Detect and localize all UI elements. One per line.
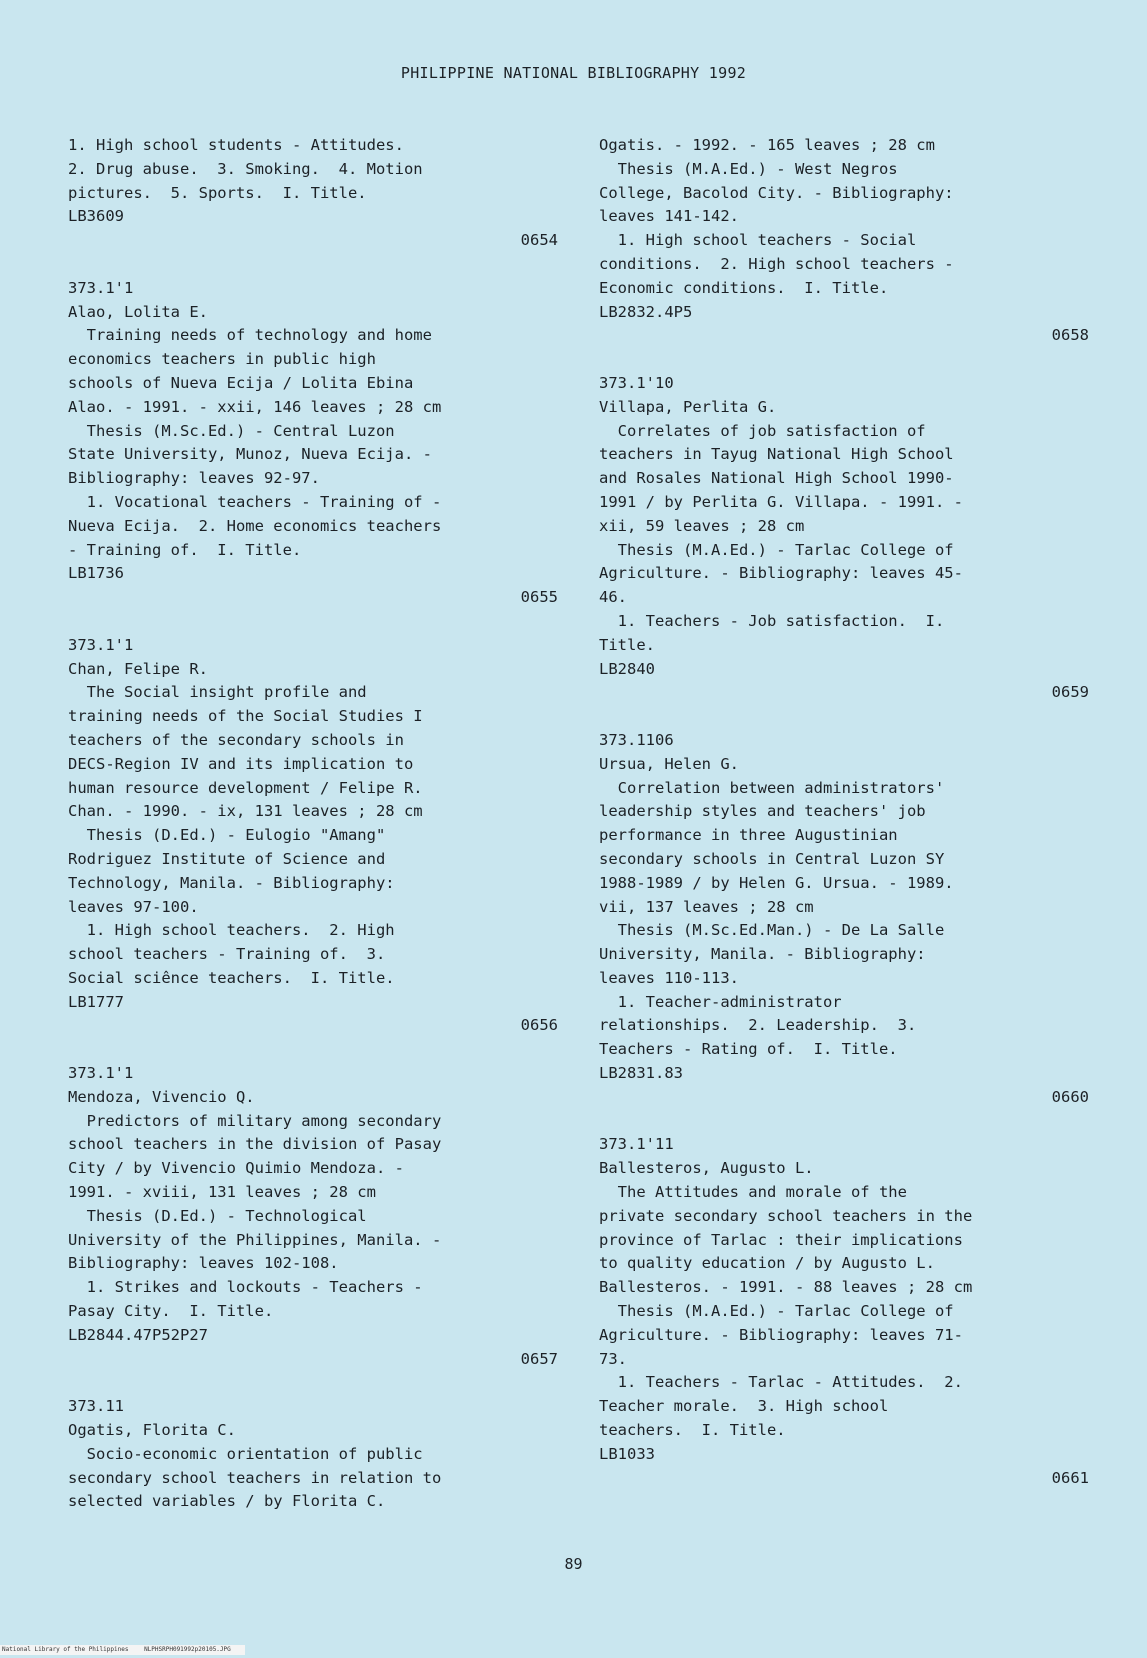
entry-line: Alao, Lolita E. [68,302,208,321]
entry-line: conditions. 2. High school teachers - [599,254,954,273]
entry-line: economics teachers in public high [68,350,376,369]
entry-line: pictures. 5. Sports. I. Title. [68,183,367,202]
entry-spacer [68,610,558,634]
right-column [599,134,1089,1490]
entry-line: 1. Teachers - Job satisfaction. I. [599,611,945,630]
entry-line: Bibliography: leaves 92-97. [68,469,320,488]
entry-spacer [599,348,1089,372]
entry-line: Teacher morale. 3. High school [599,1397,889,1416]
entry-line: 1. High school teachers. 2. High [68,921,395,940]
entry-line: State University, Munoz, Nueva Ecija. - [68,445,432,464]
entry-line: LB2831.83 [599,1064,683,1083]
entry-number: 0657 [520,1349,558,1368]
entry-line: human resource development / Felipe R. [68,778,423,797]
entry-line: teachers. I. Title. [599,1421,786,1440]
page-header [0,64,1147,82]
entry-line: Thesis (M.Sc.Ed.) - Central Luzon [68,421,395,440]
entry-number: 0660 [1051,1087,1089,1106]
entry-line: leaves 141-142. [599,207,739,226]
entry-line: LB1033 [599,1444,655,1463]
entry-number: 0654 [520,231,558,250]
entry-line: LB1736 [68,564,124,583]
entry-line: Pasay City. I. Title. [68,1302,274,1321]
entry-line: private secondary school teachers in the [599,1206,973,1225]
entry-line: school teachers - Training of. 3. [68,945,386,964]
entry-line: 1. Strikes and lockouts - Teachers - [68,1278,423,1297]
entry-line: 373.1'1 [68,1064,134,1083]
entry-line: 373.11 [68,1397,124,1416]
entry-line: Teachers - Rating of. I. Title. [599,1040,898,1059]
entry-line: secondary school teachers in relation to [68,1468,442,1487]
entry-line: Thesis (M.A.Ed.) - Tarlac College of [599,540,954,559]
entry-line: 46. [599,588,627,607]
entry-spacer [68,1038,558,1062]
entry-line: performance in three Augustinian [599,826,898,845]
entry-line: 1. High school students - Attitudes. [68,136,404,154]
entry-line: 1. Vocational teachers - Training of - [68,492,442,511]
entry-line: Mendoza, Vivencio Q. [68,1087,255,1106]
footer-library: National Library of the Philippines [2,1646,129,1653]
entry-number: 0655 [520,588,558,607]
entry-line: University, Manila. - Bibliography: [599,945,926,964]
entry-spacer [599,705,1089,729]
entry-line: Title. [599,635,655,654]
entry-line: vii, 137 leaves ; 28 cm [599,897,814,916]
entry-line: leaves 97-100. [68,897,199,916]
entry-line: Thesis (D.Ed.) - Eulogio "Amang" [68,826,386,845]
entry-line: 1. High school teachers - Social [599,231,917,250]
header-title: PHILIPPINE NATIONAL BIBLIOGRAPHY 1992 [400,64,747,82]
entry-line: Training needs of technology and home [68,326,432,345]
entry-line: secondary schools in Central Luzon SY [599,849,945,868]
entry-line: College, Bacolod City. - Bibliography: [599,183,954,202]
entry-line: Social sciênce teachers. I. Title. [68,968,395,987]
entry-line: Thesis (M.A.Ed.) - West Negros [599,159,898,178]
entry-number: 0656 [520,1016,558,1035]
entry-line: Correlates of job satisfaction of [599,421,926,440]
entry-line: 373.1'11 [599,1135,674,1154]
entry-line: Thesis (D.Ed.) - Technological [68,1206,367,1225]
entry-line: 2. Drug abuse. 3. Smoking. 4. Motion [68,159,423,178]
entry-line: province of Tarlac : their implications [599,1230,963,1249]
entry-line: Thesis (M.A.Ed.) - Tarlac College of [599,1302,954,1321]
entry-line: teachers of the secondary schools in [68,730,404,749]
entry-line: Economic conditions. I. Title. [599,278,889,297]
entry-line: Socio-economic orientation of public [68,1444,423,1463]
entry-line: Correlation between administrators' [599,778,945,797]
entry-number: 0658 [1051,326,1089,345]
entry-line: - Training of. I. Title. [68,540,302,559]
entry-line: 373.1106 [599,730,674,749]
entry-line: Alao. - 1991. - xxii, 146 leaves ; 28 cm [68,397,442,416]
entry-line: 73. [599,1349,627,1368]
entry-line: selected variables / by Florita C. [68,1492,386,1511]
entry-spacer [68,1371,558,1395]
entry-line: 1988-1989 / by Helen G. Ursua. - 1989. [599,873,954,892]
entry-line: 373.1'1 [68,635,134,654]
entry-line: xii, 59 leaves ; 28 cm [599,516,805,535]
entry-line: The Social insight profile and [68,683,367,702]
page-number: 89 [564,1555,583,1573]
entry-line: Nueva Ecija. 2. Home economics teachers [68,516,442,535]
entry-line: Rodriguez Institute of Science and [68,849,386,868]
entry-line: schools of Nueva Ecija / Lolita Ebina [68,373,414,392]
entry-spacer [68,253,558,277]
entry-line: LB3609 [68,207,124,226]
entry-line: Ballesteros, Augusto L. [599,1159,814,1178]
entry-line: training needs of the Social Studies I [68,707,423,726]
entry-line: school teachers in the division of Pasay [68,1135,442,1154]
entry-line: 1991. - xviii, 131 leaves ; 28 cm [68,1183,376,1202]
entry-line: Chan. - 1990. - ix, 131 leaves ; 28 cm [68,802,423,821]
entry-line: and Rosales National High School 1990- [599,469,954,488]
entry-line: LB2832.4P5 [599,302,693,321]
entry-line: Chan, Felipe R. [68,659,208,678]
entry-line: Predictors of military among secondary [68,1111,442,1130]
entry-line: Agriculture. - Bibliography: leaves 71- [599,1325,963,1344]
entry-line: Ursua, Helen G. [599,754,739,773]
entry-line: 1991 / by Perlita G. Villapa. - 1991. - [599,492,963,511]
left-column [68,134,558,1514]
entry-line: Ogatis. - 1992. - 165 leaves ; 28 cm [599,136,935,154]
entry-line: The Attitudes and morale of the [599,1183,907,1202]
entry-line: LB2840 [599,659,655,678]
entry-line: Ballesteros. - 1991. - 88 leaves ; 28 cm [599,1278,973,1297]
entry-line: leadership styles and teachers' job [599,802,926,821]
entry-number: 0661 [1051,1468,1089,1487]
scan-footer [0,1645,245,1655]
footer-file: NLPHSRPH091992p20105.JPG [144,1646,231,1653]
entry-line: to quality education / by Augusto L. [599,1254,935,1273]
entry-line: Agriculture. - Bibliography: leaves 45- [599,564,963,583]
entry-line: teachers in Tayug National High School [599,445,954,464]
entry-spacer [599,1110,1089,1134]
entry-line: leaves 110-113. [599,968,739,987]
entry-line: 1. Teacher-administrator [599,992,842,1011]
entry-line: Ogatis, Florita C. [68,1421,236,1440]
entry-line: 1. Teachers - Tarlac - Attitudes. 2. [599,1373,963,1392]
entry-line: Technology, Manila. - Bibliography: [68,873,395,892]
entry-line: Thesis (M.Sc.Ed.Man.) - De La Salle [599,921,945,940]
entry-number: 0659 [1051,683,1089,702]
entry-line: Villapa, Perlita G. [599,397,777,416]
entry-line: LB2844.47P52P27 [68,1325,208,1344]
entry-line: relationships. 2. Leadership. 3. [599,1016,917,1035]
entry-line: 373.1'10 [599,373,674,392]
entry-line: 373.1'1 [68,278,134,297]
entry-line: Bibliography: leaves 102-108. [68,1254,339,1273]
entry-line: City / by Vivencio Quimio Mendoza. - [68,1159,404,1178]
entry-line: LB1777 [68,992,124,1011]
entry-line: DECS-Region IV and its implication to [68,754,414,773]
entry-line: University of the Philippines, Manila. - [68,1230,442,1249]
